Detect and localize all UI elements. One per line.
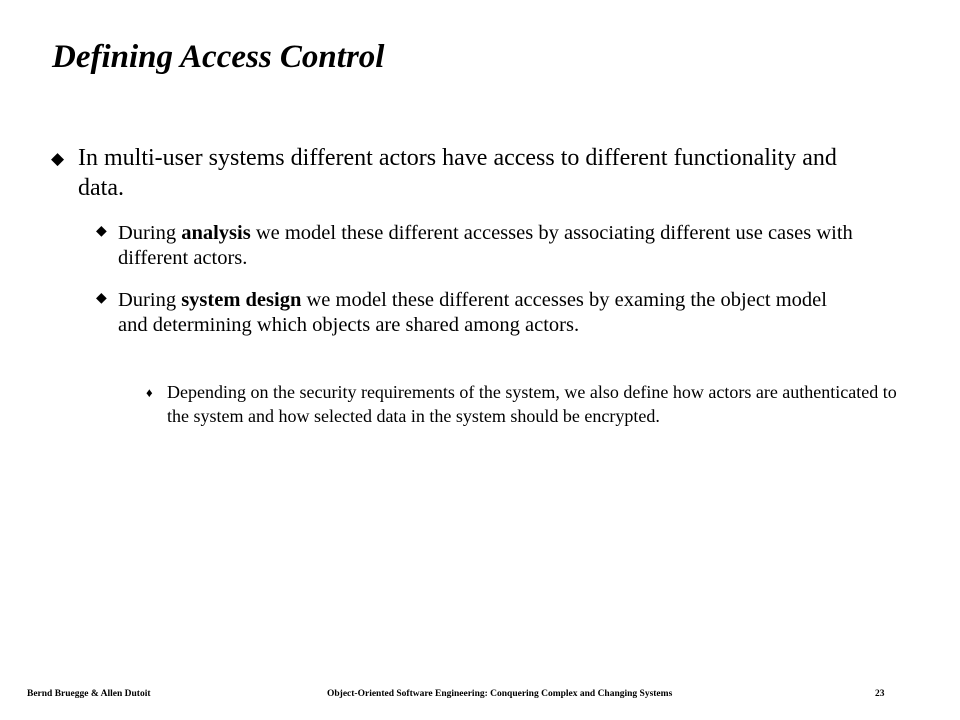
footer-authors: Bernd Bruegge & Allen Dutoit (27, 689, 151, 699)
bullet-system-design (96, 288, 858, 339)
bullet-text: In multi-user systems different actors have access to different functionality and data. (78, 145, 837, 202)
bullet-text-suffix: we model these different accesses by associating different use cases with different actors. (118, 222, 853, 270)
bullet-text-prefix: During (118, 222, 182, 244)
small-diamond-bullet-icon: ♦ (146, 385, 153, 400)
footer-page-number: 23 (875, 689, 885, 699)
bullet-security-requirements (146, 381, 897, 429)
bullet-text-emphasis: system design (181, 289, 302, 311)
bullet-multi-user-systems (51, 143, 878, 204)
diamond-bullet-icon: ◆ (96, 291, 107, 306)
slide-title: Defining Access Control (52, 39, 385, 75)
bullet-text-prefix: During (118, 289, 182, 311)
bullet-text-suffix: we model these different accesses by examing the object model and determining which objects are shared among actors. (118, 289, 827, 337)
bullet-text: Depending on the security requirements of the system, we also define how actors are authenticated to the system and how selected data in the system should be encrypted. (167, 382, 897, 426)
diamond-bullet-icon: ◆ (51, 149, 65, 168)
footer-book-title: Object-Oriented Software Engineering: Conquering Complex and Changing Systems (327, 689, 673, 699)
bullet-text-emphasis: analysis (181, 222, 251, 244)
diamond-bullet-icon: ◆ (96, 224, 107, 239)
bullet-analysis (96, 221, 858, 272)
